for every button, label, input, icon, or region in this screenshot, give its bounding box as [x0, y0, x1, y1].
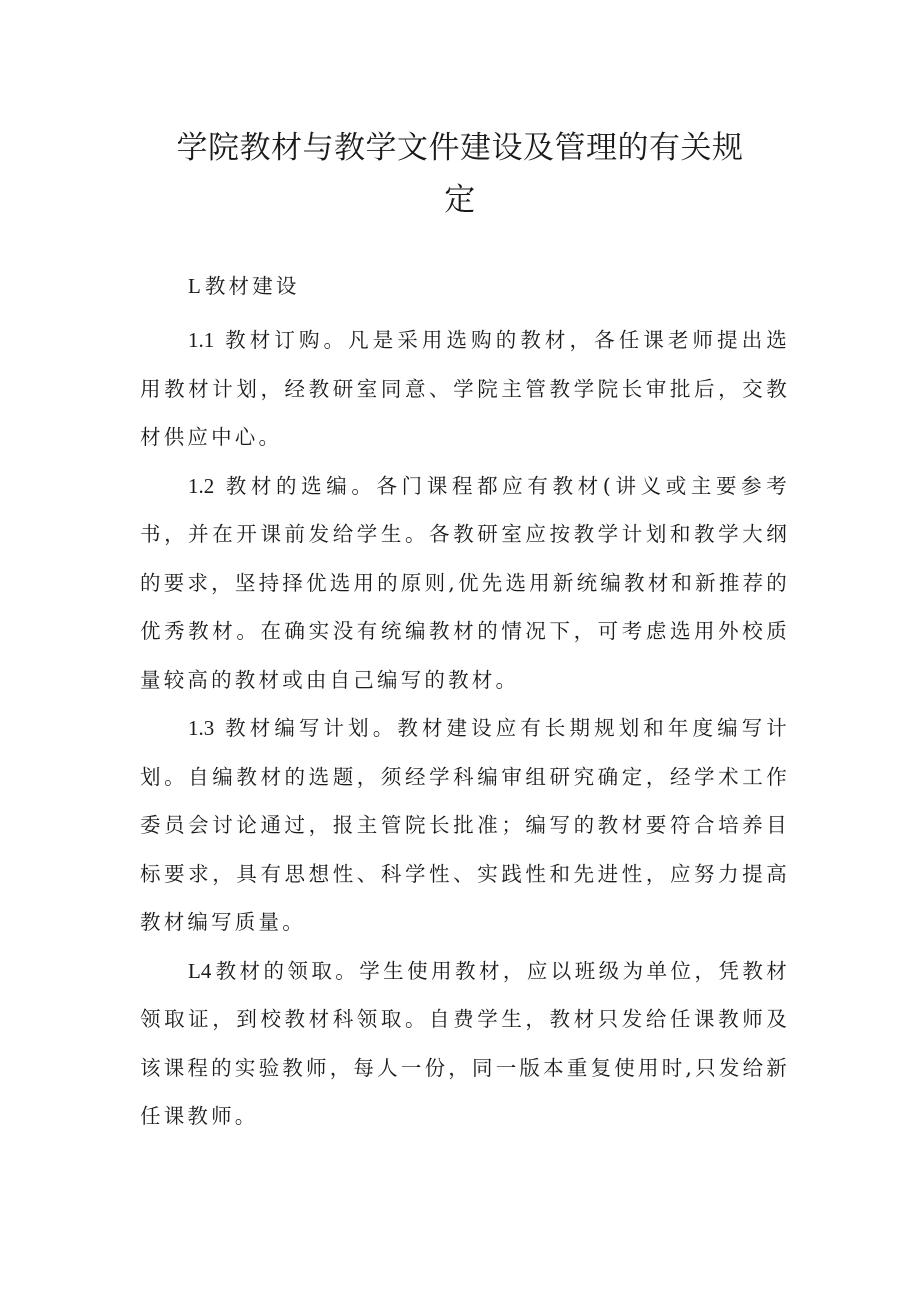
paragraph-number: L4 — [188, 958, 212, 983]
paragraph-text: 教材编写计划。教材建设应有长期规划和年度编写计划。自编教材的选题，须经学科编审组研究确定，经学术工作委员会讨论通过，报主管院长批准；编写的教材要符合培养目标要求，具有思想性、科学性、实践性和先进性，应努力提高教材编写质量。 — [140, 716, 790, 934]
paragraph-1-1 — [140, 316, 790, 462]
document-body — [140, 266, 790, 1141]
paragraph-number: 1.1 — [188, 328, 215, 352]
paragraph-1-4 — [140, 947, 790, 1141]
paragraph-1-2 — [140, 462, 790, 705]
title-line-2: 定 — [444, 182, 476, 218]
paragraph-text: 教材订购。凡是采用选购的教材，各任课老师提出选用教材计划，经教研室同意、学院主管教学院长审批后，交教材供应中心。 — [140, 328, 790, 449]
paragraph-number: 1.2 — [188, 473, 215, 498]
document-title — [140, 122, 780, 226]
section-heading — [140, 266, 790, 306]
title-line-1: 学院教材与教学文件建设及管理的有关规 — [176, 130, 744, 166]
paragraph-number: 1.3 — [188, 716, 215, 740]
paragraph-text: 教材的领取。学生使用教材，应以班级为单位，凭教材领取证，到校教材科领取。自费学生，教材只发给任课教师及该课程的实验教师，每人一份，同一版本重复使用时,只发给新任课教师。 — [140, 958, 790, 1128]
paragraph-text: 教材的选编。各门课程都应有教材(讲义或主要参考书，并在开课前发给学生。各教研室应按教学计划和教学大纲的要求，坚持择优选用的原则,优先选用新统编教材和新推荐的优秀教材。在确实没有统编教材的情况下，可考虑选用外校质量较高的教材或由自己编写的教材。 — [140, 473, 790, 692]
paragraph-1-3 — [140, 704, 790, 947]
section-number: L — [188, 274, 201, 298]
section-heading-text: 教材建设 — [204, 274, 300, 298]
